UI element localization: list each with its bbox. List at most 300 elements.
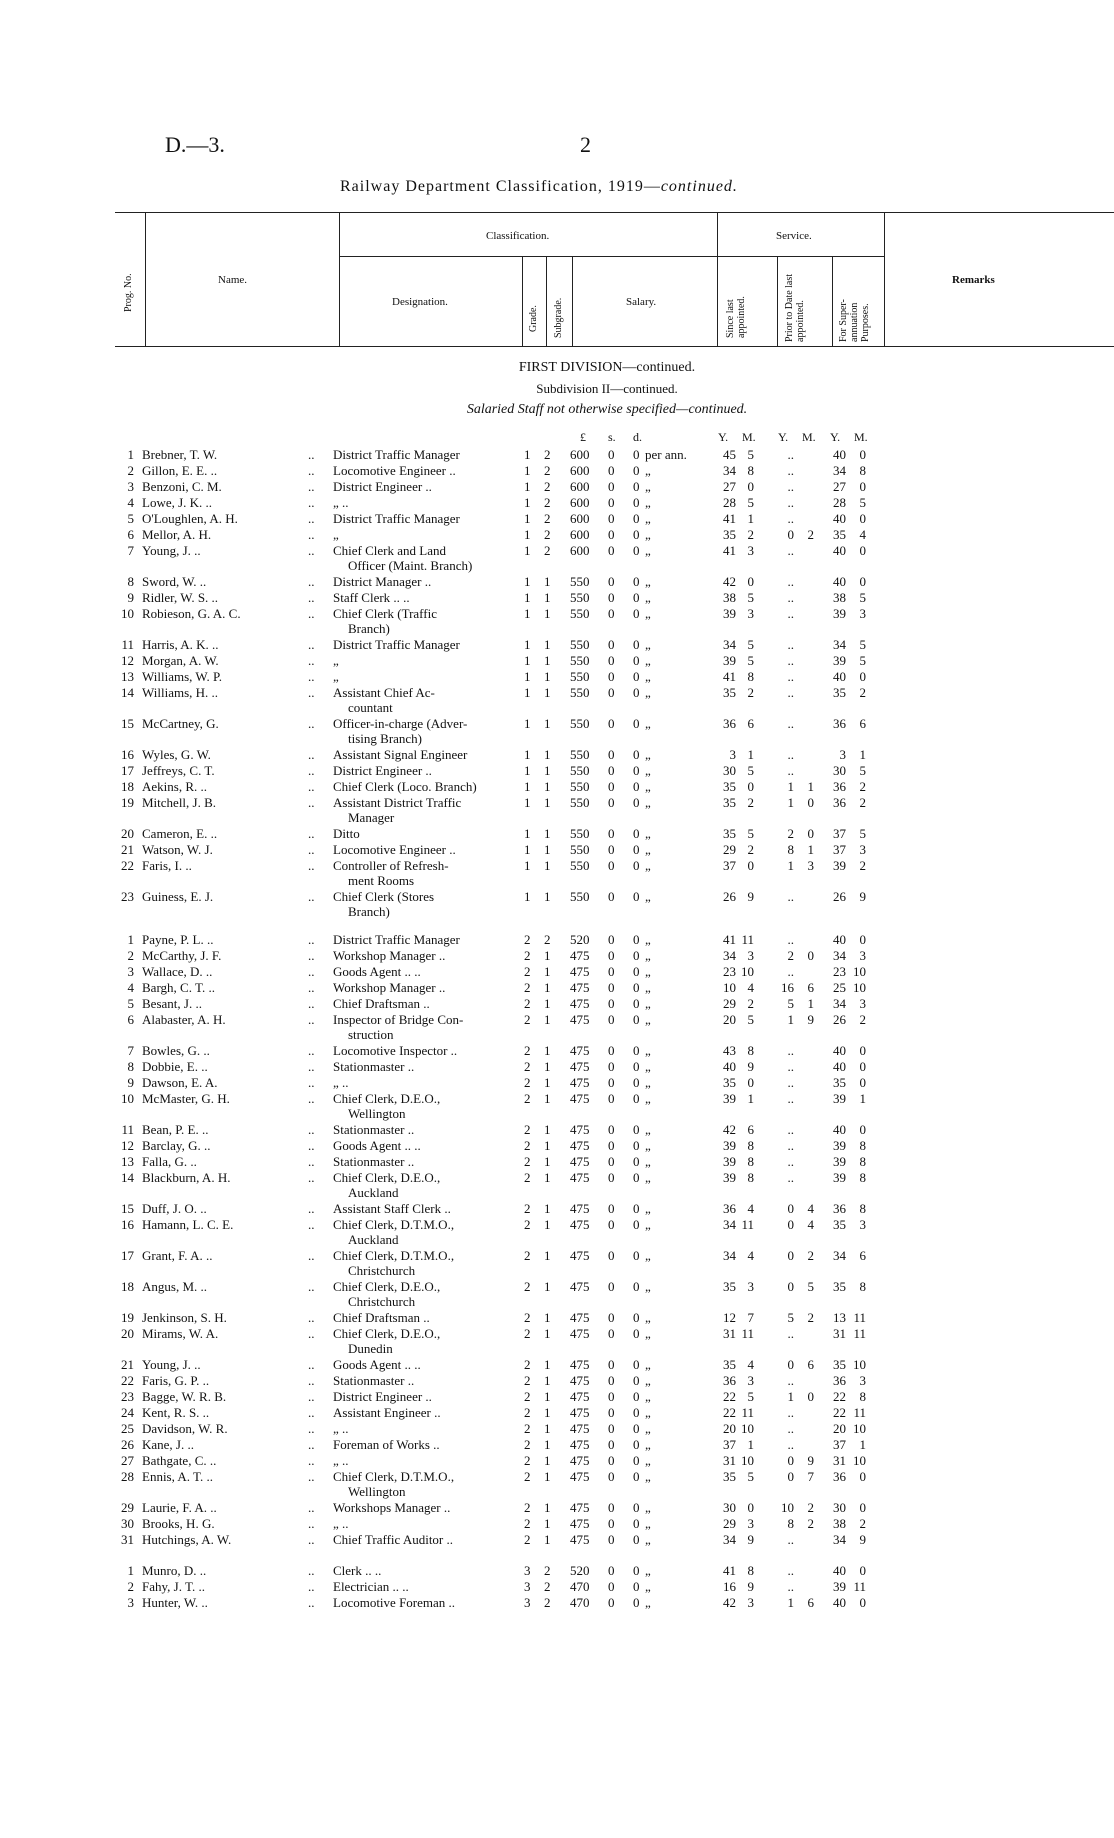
cell-sg: 1 <box>544 1091 551 1106</box>
cell-name: Bargh, C. T. .. <box>142 980 215 995</box>
header-prog-no: Prog. No. <box>123 273 134 312</box>
header-remarks: Remarks <box>952 274 995 286</box>
cell-pm: 9 <box>807 1453 814 1468</box>
cell-g: 2 <box>524 1075 531 1090</box>
cell-d: 0 <box>633 543 640 558</box>
leader-dots: .. <box>308 463 315 478</box>
cell-sg: 2 <box>544 932 551 947</box>
cell-sy: 41 <box>723 669 736 684</box>
leader-dots: .. <box>308 1373 315 1388</box>
cell-s: 0 <box>608 932 615 947</box>
cell-sm: 4 <box>747 1357 754 1372</box>
cell-sm: 5 <box>747 447 754 462</box>
cell-sy: 39 <box>723 1170 736 1185</box>
cell-s: 0 <box>608 543 615 558</box>
cell-des: Chief Clerk, D.E.O., <box>333 1326 441 1341</box>
cell-s: 0 <box>608 606 615 621</box>
cell-s: 0 <box>608 1075 615 1090</box>
leader-dots: .. <box>308 716 315 731</box>
cell-des: Electrician .. .. <box>333 1579 409 1594</box>
cell-no: 21 <box>121 842 134 857</box>
cell-fm: 5 <box>859 590 866 605</box>
cell-des: Stationmaster .. <box>333 1122 415 1137</box>
cell-sm: 0 <box>747 858 754 873</box>
cell-g: 2 <box>524 1043 531 1058</box>
cell-name: Ridler, W. S. .. <box>142 590 219 605</box>
cell-fy: 35 <box>833 527 846 542</box>
cell-pm: 6 <box>807 1357 814 1372</box>
cell-sy: 16 <box>723 1579 736 1594</box>
cell-fy: 22 <box>833 1405 846 1420</box>
leader-dots: .. <box>308 653 315 668</box>
cell-d: 0 <box>633 1469 640 1484</box>
cell-py: 0 <box>787 1217 794 1232</box>
cell-sal: 475 <box>570 1122 590 1137</box>
cell-no: 23 <box>121 889 134 904</box>
cell-des: District Engineer .. <box>333 763 432 778</box>
cell-py: .. <box>787 1091 794 1106</box>
cell-no: 26 <box>121 1437 134 1452</box>
cell-g: 1 <box>524 716 531 731</box>
cell-sm: 5 <box>747 495 754 510</box>
cell-fy: 34 <box>833 1532 846 1547</box>
leader-dots: .. <box>308 1043 315 1058</box>
cell-per: „ <box>645 669 651 684</box>
cell-per: „ <box>645 1500 651 1515</box>
cell-des: District Traffic Manager <box>333 447 460 462</box>
cell-sal: 475 <box>570 1326 590 1341</box>
cell-no: 2 <box>127 463 134 478</box>
cell-no: 10 <box>121 1091 134 1106</box>
cell-sy: 41 <box>723 511 736 526</box>
cell-fm: 0 <box>859 447 866 462</box>
cell-s: 0 <box>608 479 615 494</box>
cell-sg: 1 <box>544 948 551 963</box>
cell-sg: 1 <box>544 1122 551 1137</box>
cell-g: 1 <box>524 574 531 589</box>
cell-s: 0 <box>608 842 615 857</box>
cell-sal: 475 <box>570 1154 590 1169</box>
cell-des-continued: Christchurch <box>348 1294 416 1309</box>
unit-pence: d. <box>633 430 642 444</box>
cell-sal: 550 <box>570 606 590 621</box>
cell-per: „ <box>645 842 651 857</box>
cell-fy: 40 <box>833 1043 846 1058</box>
cell-no: 28 <box>121 1469 134 1484</box>
cell-py: 10 <box>781 1500 794 1515</box>
cell-no: 17 <box>121 1248 134 1263</box>
cell-per: „ <box>645 716 651 731</box>
cell-no: 13 <box>121 669 134 684</box>
cell-d: 0 <box>633 1248 640 1263</box>
leader-dots: .. <box>308 795 315 810</box>
cell-sm: 0 <box>747 1500 754 1515</box>
cell-pm: 4 <box>807 1201 814 1216</box>
cell-s: 0 <box>608 889 615 904</box>
cell-per: „ <box>645 1437 651 1452</box>
cell-sy: 29 <box>723 842 736 857</box>
cell-sg: 1 <box>544 1248 551 1263</box>
cell-per: „ <box>645 1217 651 1232</box>
cell-d: 0 <box>633 1579 640 1594</box>
cell-py: .. <box>787 511 794 526</box>
leader-dots: .. <box>308 1437 315 1452</box>
cell-des-continued: struction <box>348 1027 394 1042</box>
cell-sm: 5 <box>747 653 754 668</box>
cell-fm: 3 <box>859 996 866 1011</box>
cell-d: 0 <box>633 685 640 700</box>
cell-sg: 2 <box>544 447 551 462</box>
cell-fy: 25 <box>833 980 846 995</box>
cell-per: „ <box>645 1405 651 1420</box>
cell-sg: 1 <box>544 779 551 794</box>
cell-fy: 40 <box>833 511 846 526</box>
cell-py: 5 <box>787 996 794 1011</box>
cell-sy: 34 <box>723 1248 736 1263</box>
cell-name: Jeffreys, C. T. <box>142 763 215 778</box>
cell-py: 0 <box>787 1357 794 1372</box>
cell-fm: 3 <box>859 842 866 857</box>
cell-no: 15 <box>121 1201 134 1216</box>
cell-name: Gillon, E. E. .. <box>142 463 218 478</box>
leader-dots: .. <box>308 1469 315 1484</box>
cell-no: 16 <box>121 747 134 762</box>
cell-sal: 470 <box>570 1595 590 1610</box>
col-divider <box>546 256 547 346</box>
cell-s: 0 <box>608 590 615 605</box>
cell-fy: 38 <box>833 590 846 605</box>
cell-fm: 8 <box>859 1154 866 1169</box>
cell-sg: 2 <box>544 543 551 558</box>
cell-name: Bean, P. E. .. <box>142 1122 209 1137</box>
cell-d: 0 <box>633 763 640 778</box>
cell-per: „ <box>645 1154 651 1169</box>
cell-name: Angus, M. .. <box>142 1279 208 1294</box>
cell-sy: 37 <box>723 1437 736 1452</box>
cell-d: 0 <box>633 653 640 668</box>
cell-des: Assistant Signal Engineer <box>333 747 468 762</box>
cell-d: 0 <box>633 1563 640 1578</box>
cell-sal: 600 <box>570 511 590 526</box>
cell-des: Locomotive Foreman .. <box>333 1595 456 1610</box>
subdivision-heading: Subdivision II—continued. <box>536 381 678 396</box>
leader-dots: .. <box>308 858 315 873</box>
cell-g: 1 <box>524 447 531 462</box>
cell-g: 2 <box>524 1138 531 1153</box>
cell-no: 25 <box>121 1421 134 1436</box>
cell-s: 0 <box>608 1421 615 1436</box>
cell-g: 2 <box>524 1389 531 1404</box>
cell-sm: 5 <box>747 637 754 652</box>
cell-des: „ <box>333 527 339 542</box>
cell-per: „ <box>645 479 651 494</box>
cell-per: „ <box>645 1421 651 1436</box>
cell-g: 2 <box>524 996 531 1011</box>
cell-per: „ <box>645 1012 651 1027</box>
cell-per: „ <box>645 1138 651 1153</box>
cell-pm: 1 <box>807 996 814 1011</box>
cell-no: 20 <box>121 1326 134 1341</box>
cell-fm: 9 <box>859 1532 866 1547</box>
cell-fy: 39 <box>833 1091 846 1106</box>
col-divider <box>777 256 778 346</box>
cell-d: 0 <box>633 1389 640 1404</box>
leader-dots: .. <box>308 763 315 778</box>
cell-des: Ditto <box>333 826 360 841</box>
cell-sal: 550 <box>570 574 590 589</box>
cell-per: per ann. <box>645 447 687 462</box>
cell-fy: 36 <box>833 716 846 731</box>
cell-sm: 2 <box>747 996 754 1011</box>
cell-sm: 7 <box>747 1310 754 1325</box>
cell-sm: 0 <box>747 479 754 494</box>
cell-sy: 35 <box>723 1279 736 1294</box>
cell-fy: 39 <box>833 858 846 873</box>
cell-name: Ennis, A. T. .. <box>142 1469 214 1484</box>
cell-py: .. <box>787 1405 794 1420</box>
cell-fy: 39 <box>833 606 846 621</box>
cell-fm: 5 <box>859 653 866 668</box>
cell-py: 0 <box>787 1279 794 1294</box>
cell-name: Faris, I. .. <box>142 858 192 873</box>
leader-dots: .. <box>308 527 315 542</box>
cell-no: 23 <box>121 1389 134 1404</box>
cell-no: 4 <box>127 980 134 995</box>
cell-sy: 29 <box>723 996 736 1011</box>
cell-py: 1 <box>787 1012 794 1027</box>
cell-fm: 8 <box>859 463 866 478</box>
cell-name: Watson, W. J. <box>142 842 213 857</box>
cell-sy: 31 <box>723 1453 736 1468</box>
cell-sg: 2 <box>544 495 551 510</box>
cell-no: 18 <box>121 779 134 794</box>
cell-g: 2 <box>524 1248 531 1263</box>
cell-d: 0 <box>633 637 640 652</box>
cell-sy: 35 <box>723 1357 736 1372</box>
cell-fm: 10 <box>853 1421 866 1436</box>
cell-no: 9 <box>127 590 134 605</box>
cell-py: .. <box>787 1579 794 1594</box>
cell-sg: 1 <box>544 1138 551 1153</box>
cell-name: Falla, G. .. <box>142 1154 197 1169</box>
cell-g: 2 <box>524 1217 531 1232</box>
cell-d: 0 <box>633 1154 640 1169</box>
cell-g: 2 <box>524 1357 531 1372</box>
cell-sal: 475 <box>570 1075 590 1090</box>
cell-fy: 35 <box>833 1217 846 1232</box>
cell-py: .. <box>787 889 794 904</box>
cell-sg: 1 <box>544 1357 551 1372</box>
cell-g: 2 <box>524 1405 531 1420</box>
cell-fm: 0 <box>859 669 866 684</box>
cell-fm: 1 <box>859 1091 866 1106</box>
cell-sy: 36 <box>723 1373 736 1388</box>
cell-g: 2 <box>524 1122 531 1137</box>
cell-per: „ <box>645 763 651 778</box>
cell-des: Workshops Manager .. <box>333 1500 451 1515</box>
cell-sy: 36 <box>723 1201 736 1216</box>
cell-fm: 0 <box>859 1563 866 1578</box>
header-bottom-rule <box>115 346 1114 347</box>
cell-d: 0 <box>633 447 640 462</box>
cell-sy: 34 <box>723 948 736 963</box>
cell-pm: 2 <box>807 1248 814 1263</box>
cell-s: 0 <box>608 527 615 542</box>
cell-g: 1 <box>524 543 531 558</box>
cell-sy: 35 <box>723 826 736 841</box>
cell-sg: 2 <box>544 1563 551 1578</box>
cell-py: 1 <box>787 858 794 873</box>
cell-per: „ <box>645 637 651 652</box>
cell-py: 8 <box>787 842 794 857</box>
cell-des: Stationmaster .. <box>333 1373 415 1388</box>
cell-sy: 29 <box>723 1516 736 1531</box>
cell-s: 0 <box>608 795 615 810</box>
cell-per: „ <box>645 1043 651 1058</box>
cell-g: 2 <box>524 1154 531 1169</box>
cell-sy: 39 <box>723 1091 736 1106</box>
cell-sy: 42 <box>723 1122 736 1137</box>
unit-shillings: s. <box>608 430 616 444</box>
cell-fy: 3 <box>839 747 846 762</box>
cell-s: 0 <box>608 964 615 979</box>
cell-name: McCarthy, J. F. <box>142 948 222 963</box>
cell-sal: 475 <box>570 1500 590 1515</box>
cell-sm: 2 <box>747 685 754 700</box>
cell-des: Workshop Manager .. <box>333 948 446 963</box>
cell-g: 2 <box>524 1059 531 1074</box>
cell-sg: 1 <box>544 747 551 762</box>
cell-per: „ <box>645 1563 651 1578</box>
cell-fm: 3 <box>859 1217 866 1232</box>
cell-g: 2 <box>524 1532 531 1547</box>
cell-sm: 3 <box>747 606 754 621</box>
cell-no: 13 <box>121 1154 134 1169</box>
cell-sm: 1 <box>747 1437 754 1452</box>
cell-py: .. <box>787 590 794 605</box>
cell-per: „ <box>645 1248 651 1263</box>
cell-s: 0 <box>608 1091 615 1106</box>
cell-sm: 6 <box>747 716 754 731</box>
cell-d: 0 <box>633 527 640 542</box>
cell-sy: 20 <box>723 1012 736 1027</box>
cell-s: 0 <box>608 1595 615 1610</box>
cell-fy: 34 <box>833 637 846 652</box>
cell-d: 0 <box>633 1421 640 1436</box>
cell-name: McCartney, G. <box>142 716 219 731</box>
cell-no: 3 <box>127 479 134 494</box>
cell-no: 7 <box>127 1043 134 1058</box>
cell-fy: 34 <box>833 996 846 1011</box>
cell-s: 0 <box>608 1373 615 1388</box>
cell-no: 5 <box>127 511 134 526</box>
cell-name: Davidson, W. R. <box>142 1421 228 1436</box>
col-divider <box>522 256 523 346</box>
cell-sal: 550 <box>570 669 590 684</box>
cell-sg: 2 <box>544 463 551 478</box>
cell-fm: 5 <box>859 763 866 778</box>
cell-d: 0 <box>633 948 640 963</box>
cell-py: .. <box>787 606 794 621</box>
cell-per: „ <box>645 826 651 841</box>
cell-s: 0 <box>608 1516 615 1531</box>
cell-sal: 475 <box>570 1516 590 1531</box>
cell-g: 2 <box>524 1326 531 1341</box>
cell-no: 19 <box>121 795 134 810</box>
page-number: 2 <box>580 132 591 157</box>
cell-py: 2 <box>787 826 794 841</box>
cell-sg: 1 <box>544 964 551 979</box>
cell-no: 5 <box>127 996 134 1011</box>
col-divider <box>832 256 833 346</box>
cell-fm: 0 <box>859 1595 866 1610</box>
cell-sg: 1 <box>544 1154 551 1169</box>
cell-fm: 2 <box>859 858 866 873</box>
cell-des: Workshop Manager .. <box>333 980 446 995</box>
cell-sal: 600 <box>570 447 590 462</box>
cell-fm: 3 <box>859 1373 866 1388</box>
cell-fy: 27 <box>833 479 846 494</box>
cell-pm: 6 <box>807 980 814 995</box>
cell-fm: 8 <box>859 1170 866 1185</box>
leader-dots: .. <box>308 1217 315 1232</box>
cell-fm: 10 <box>853 980 866 995</box>
cell-name: Bowles, G. .. <box>142 1043 210 1058</box>
cell-name: Young, J. .. <box>142 1357 201 1372</box>
cell-sm: 1 <box>747 747 754 762</box>
cell-pm: 1 <box>807 842 814 857</box>
cell-sy: 40 <box>723 1059 736 1074</box>
cell-d: 0 <box>633 1516 640 1531</box>
cell-sy: 41 <box>723 543 736 558</box>
cell-d: 0 <box>633 932 640 947</box>
cell-per: „ <box>645 574 651 589</box>
cell-fm: 3 <box>859 606 866 621</box>
cell-name: O'Loughlen, A. H. <box>142 511 238 526</box>
leader-dots: .. <box>308 1453 315 1468</box>
cell-sy: 30 <box>723 1500 736 1515</box>
cell-name: Young, J. .. <box>142 543 201 558</box>
cell-sg: 1 <box>544 1421 551 1436</box>
cell-g: 1 <box>524 463 531 478</box>
cell-des: District Manager .. <box>333 574 432 589</box>
cell-fm: 10 <box>853 1453 866 1468</box>
leader-dots: .. <box>308 1500 315 1515</box>
cell-fy: 36 <box>833 779 846 794</box>
cell-sy: 26 <box>723 889 736 904</box>
cell-per: „ <box>645 1469 651 1484</box>
leader-dots: .. <box>308 1389 315 1404</box>
cell-sy: 45 <box>723 447 736 462</box>
cell-py: .. <box>787 574 794 589</box>
cell-s: 0 <box>608 1059 615 1074</box>
cell-sg: 1 <box>544 1453 551 1468</box>
leader-dots: .. <box>308 574 315 589</box>
cell-no: 18 <box>121 1279 134 1294</box>
cell-no: 17 <box>121 763 134 778</box>
unit-months: M. <box>854 430 868 444</box>
cell-sm: 5 <box>747 763 754 778</box>
cell-sy: 35 <box>723 685 736 700</box>
cell-s: 0 <box>608 980 615 995</box>
cell-py: 0 <box>787 1453 794 1468</box>
cell-s: 0 <box>608 653 615 668</box>
cell-sm: 8 <box>747 1563 754 1578</box>
cell-sg: 1 <box>544 842 551 857</box>
cell-d: 0 <box>633 495 640 510</box>
cell-d: 0 <box>633 1122 640 1137</box>
cell-py: .. <box>787 964 794 979</box>
